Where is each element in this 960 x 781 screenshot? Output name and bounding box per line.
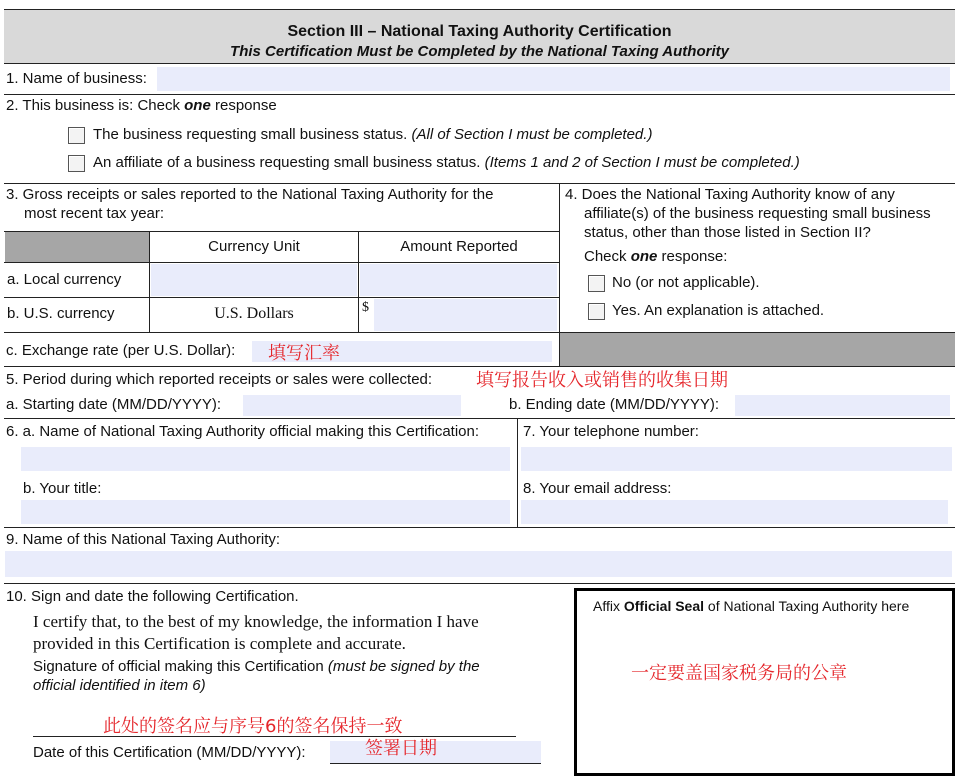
affiliates-check-label: Check one response: — [584, 248, 728, 265]
col-currency-unit: Currency Unit — [208, 238, 300, 255]
title-field[interactable] — [21, 500, 510, 524]
affiliates-question-line3: status, other than those listed in Section II? — [584, 224, 871, 241]
local-amount-field[interactable] — [360, 264, 557, 296]
option-requesting-business: The business requesting small business status. (All of Section I must be completed.) — [93, 126, 653, 143]
divider — [4, 94, 955, 95]
row-us-currency: b. U.S. currency — [7, 305, 115, 322]
divider — [4, 583, 955, 584]
affiliates-question-line1: 4. Does the National Taxing Authority know of any — [565, 186, 895, 203]
cert-date-label: Date of this Certification (MM/DD/YYYY): — [33, 744, 306, 761]
option-affiliate: An affiliate of a business requesting small business status. (Items 1 and 2 of Section I must be completed.) — [93, 154, 800, 171]
checkbox-requesting-business[interactable] — [68, 127, 85, 144]
local-currency-unit-field[interactable] — [151, 264, 357, 296]
certification-text-line2: provided in this Certification is complete and accurate. — [33, 634, 406, 653]
gross-receipts-label-line1: 3. Gross receipts or sales reported to the National Taxing Authority for the — [6, 186, 494, 203]
gross-receipts-label-line2: most recent tax year: — [24, 205, 165, 222]
divider — [4, 366, 955, 367]
signature-label: Signature of official making this Certification (must be signed by the — [33, 658, 480, 675]
divider — [517, 418, 518, 527]
certification-label: 10. Sign and date the following Certification. — [6, 588, 299, 605]
title-label: b. Your title: — [23, 480, 102, 497]
certification-text-line1: I certify that, to the best of my knowledge, the information I have — [33, 612, 479, 631]
checkbox-no-affiliates[interactable] — [588, 275, 605, 292]
authority-name-label: 9. Name of this National Taxing Authority: — [6, 531, 281, 548]
table-corner-cell — [5, 232, 149, 262]
end-date-field[interactable] — [735, 395, 950, 416]
dollar-sign: $ — [362, 300, 369, 315]
divider — [4, 332, 559, 333]
section-header — [4, 9, 955, 64]
divider — [4, 527, 955, 528]
telephone-field[interactable] — [521, 447, 952, 471]
us-amount-field[interactable] — [374, 299, 557, 331]
start-date-field[interactable] — [243, 395, 461, 416]
period-label: 5. Period during which reported receipts or sales were collected: — [6, 371, 433, 388]
option-no-affiliates: No (or not applicable). — [612, 274, 760, 291]
annotation-seal: 一定要盖国家税务局的公章 — [631, 663, 847, 684]
checkbox-affiliate[interactable] — [68, 155, 85, 172]
divider — [4, 262, 559, 263]
annotation-exchange-rate: 填写汇率 — [268, 343, 340, 364]
seal-instruction: Affix Official Seal of National Taxing Authority here — [593, 598, 910, 614]
annotation-period: 填写报告收入或销售的收集日期 — [476, 370, 728, 391]
col-amount-reported: Amount Reported — [400, 238, 518, 255]
official-name-field[interactable] — [21, 447, 510, 471]
divider — [4, 231, 559, 232]
affiliates-question-line2: affiliate(s) of the business requesting small business — [584, 205, 931, 222]
section-title: Section III – National Taxing Authority Certification — [287, 23, 672, 40]
business-name-field[interactable] — [157, 67, 950, 91]
signature-line[interactable] — [33, 736, 516, 737]
authority-name-field[interactable] — [5, 551, 952, 577]
section-subtitle: This Certification Must be Completed by the National Taxing Authority — [230, 43, 729, 60]
email-field[interactable] — [521, 500, 948, 524]
annotation-sign-date: 签署日期 — [365, 738, 437, 759]
official-name-label: 6. a. Name of National Taxing Authority official making this Certification: — [6, 423, 480, 440]
row-local-currency: a. Local currency — [7, 271, 122, 288]
checkbox-yes-affiliates[interactable] — [588, 303, 605, 320]
option-yes-affiliates: Yes. An explanation is attached. — [612, 302, 825, 319]
business-name-label: 1. Name of business: — [6, 70, 147, 87]
divider — [4, 418, 955, 419]
business-type-label: 2. This business is: Check one response — [6, 97, 277, 114]
email-label: 8. Your email address: — [523, 480, 672, 497]
gray-filler-cell — [560, 333, 955, 366]
end-date-label: b. Ending date (MM/DD/YYYY): — [509, 396, 720, 413]
cert-date-underline — [330, 763, 541, 764]
official-seal-box[interactable] — [574, 588, 955, 776]
start-date-label: a. Starting date (MM/DD/YYYY): — [6, 396, 222, 413]
divider — [4, 183, 955, 184]
telephone-label: 7. Your telephone number: — [523, 423, 699, 440]
annotation-signature: 此处的签名应与序号6的签名保持一致 — [103, 716, 403, 737]
us-dollars-value: U.S. Dollars — [214, 305, 294, 322]
signature-note: official identified in item 6) — [33, 677, 206, 694]
divider — [4, 297, 559, 298]
exchange-rate-label: c. Exchange rate (per U.S. Dollar): — [6, 342, 236, 359]
